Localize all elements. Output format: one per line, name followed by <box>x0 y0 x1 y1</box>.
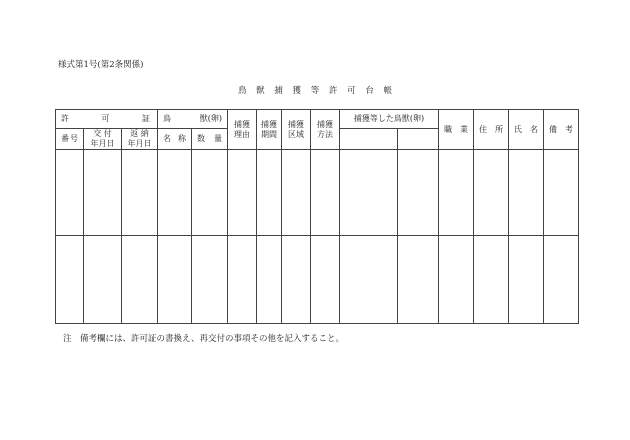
issue-date-cell <box>84 236 122 324</box>
issue-date-line-1: 交 付 <box>93 129 112 139</box>
table-row <box>56 150 579 236</box>
header-row-1 <box>56 110 579 129</box>
capture-period-cell <box>257 150 282 236</box>
address-char-1: 住 <box>479 124 487 134</box>
wildlife-header-char-1: 鳥 <box>163 114 171 123</box>
capture-area-cell <box>282 150 311 236</box>
return-date-cell <box>122 236 158 324</box>
permit-header-char-3: 証 <box>142 114 150 123</box>
remarks-cell <box>544 236 579 324</box>
issue-date-cell <box>84 150 122 236</box>
species-name-header <box>158 129 192 150</box>
name-header <box>509 110 544 150</box>
name-char-1: 氏 <box>514 124 522 134</box>
quantity-cell <box>192 150 228 236</box>
capture-area-header <box>282 110 311 150</box>
species-char-1: 名 <box>163 134 171 143</box>
captured-animals-header: 捕獲等した鳥獣(卵) <box>340 110 439 129</box>
address-char-2: 所 <box>495 124 503 134</box>
remarks-footnote: 注 備考欄には、許可証の書換え、再交付の事項その他を記入すること。 <box>63 334 345 344</box>
species-name-cell <box>158 150 192 236</box>
wildlife-header-cell <box>158 110 228 129</box>
number-char-1: 番 <box>61 134 69 143</box>
return-date-line-1: 返 納 <box>130 129 149 139</box>
quantity-char-1: 数 <box>197 134 205 143</box>
quantity-cell <box>192 236 228 324</box>
permit-header-cell <box>56 110 158 129</box>
return-date-cell <box>122 150 158 236</box>
capture-method-cell <box>311 236 340 324</box>
remarks-header <box>544 110 579 150</box>
permit-header-char-2: 可 <box>101 114 110 123</box>
capture-area-cell <box>282 236 311 324</box>
capture-area-line-2: 区域 <box>288 129 304 139</box>
return-date-line-2: 年月日 <box>127 139 152 148</box>
occupation-char-2: 業 <box>460 124 468 134</box>
captured-animals-cell-2 <box>398 150 439 236</box>
capture-method-header <box>311 110 340 150</box>
occupation-cell <box>439 150 474 236</box>
permit-header-char-1: 許 <box>61 114 69 123</box>
name-cell <box>509 150 544 236</box>
capture-reason-header <box>228 110 257 150</box>
address-cell <box>474 150 509 236</box>
capture-reason-line-2: 理由 <box>234 129 250 139</box>
capture-method-line-1: 捕獲 <box>317 119 333 129</box>
remarks-char-2: 考 <box>565 124 573 134</box>
number-char-2: 号 <box>70 134 78 143</box>
quantity-header <box>192 129 228 150</box>
quantity-char-2: 量 <box>214 134 222 143</box>
number-header <box>56 129 84 150</box>
number-cell <box>56 150 84 236</box>
return-date-header <box>122 129 158 150</box>
captured-animals-cell-2 <box>398 236 439 324</box>
capture-reason-cell <box>228 150 257 236</box>
species-name-cell <box>158 236 192 324</box>
capture-period-line-1: 捕獲 <box>261 119 277 129</box>
capture-area-line-1: 捕獲 <box>288 119 304 129</box>
species-char-2: 称 <box>178 134 186 143</box>
permit-ledger-table <box>55 109 579 324</box>
capture-period-cell <box>257 236 282 324</box>
issue-date-header <box>84 129 122 150</box>
document-title <box>0 84 630 96</box>
captured-animals-cell-1 <box>340 150 398 236</box>
capture-reason-line-1: 捕獲 <box>234 119 250 129</box>
name-cell <box>509 236 544 324</box>
captured-animals-subcell-2 <box>398 129 439 150</box>
address-header <box>474 110 509 150</box>
occupation-header <box>439 110 474 150</box>
occupation-cell <box>439 236 474 324</box>
issue-date-line-2: 年月日 <box>90 139 115 148</box>
capture-method-cell <box>311 150 340 236</box>
captured-animals-cell-1 <box>340 236 398 324</box>
address-cell <box>474 236 509 324</box>
remarks-cell <box>544 150 579 236</box>
document-title-text: 鳥 獣 捕 獲 等 許 可 台 帳 <box>237 86 393 96</box>
occupation-char-1: 職 <box>444 124 452 134</box>
captured-animals-subcell-1 <box>340 129 398 150</box>
form-number-label: 様式第1号(第2条関係) <box>58 60 144 70</box>
capture-method-line-2: 方法 <box>317 129 333 139</box>
name-char-2: 名 <box>530 124 538 134</box>
capture-period-line-2: 期間 <box>261 129 277 139</box>
remarks-char-1: 備 <box>549 124 557 134</box>
number-cell <box>56 236 84 324</box>
wildlife-header-char-2: 獣(卵) <box>199 114 222 123</box>
capture-period-header <box>257 110 282 150</box>
capture-reason-cell <box>228 236 257 324</box>
table-row <box>56 236 579 324</box>
